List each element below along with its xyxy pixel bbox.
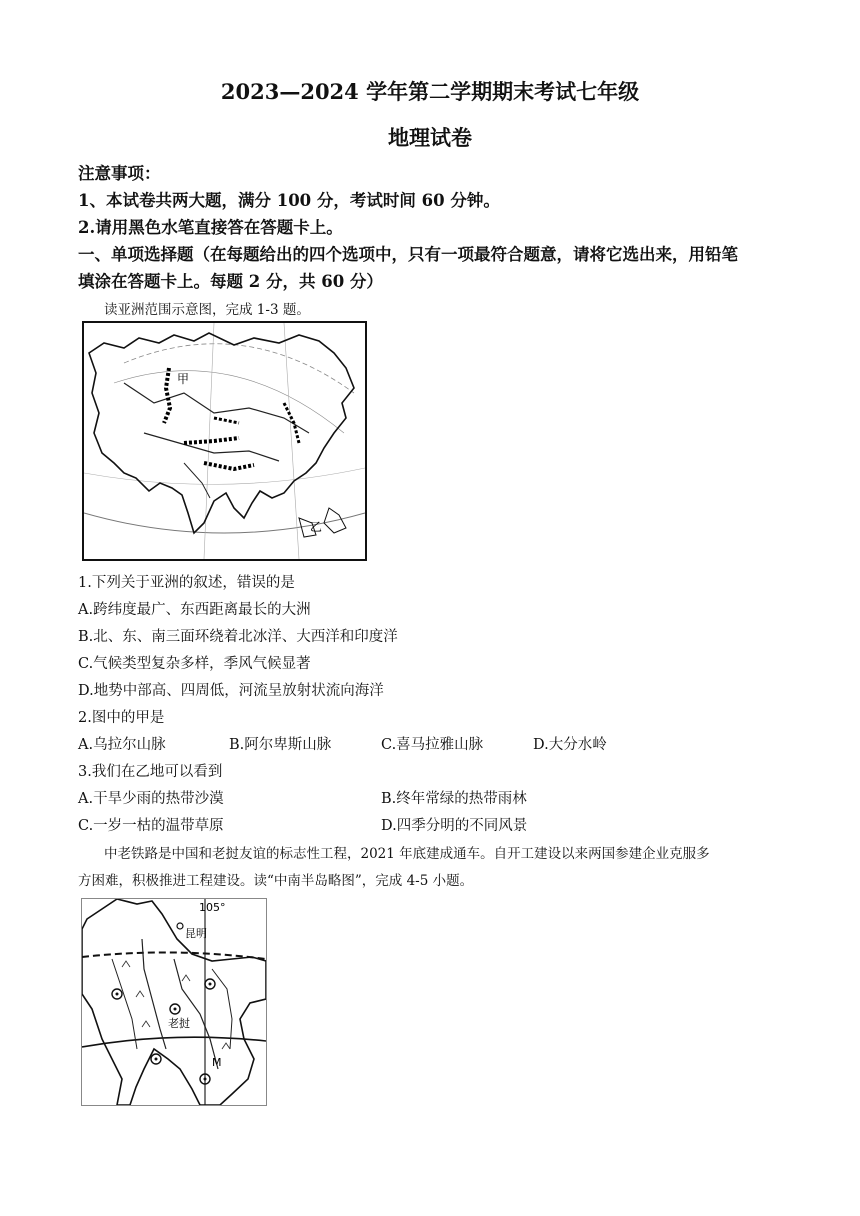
q2-stem: 2.图中的甲是 [78, 710, 165, 726]
section1-instruction-line1: 一、单项选择题（在每题给出的四个选项中，只有一项最符合题意，请将它选出来，用铅笔 [78, 245, 738, 264]
intro2-line2: 方困难，积极推进工程建设。读“中南半岛略图”，完成 4-5 小题。 [78, 873, 474, 889]
indochina-map [81, 898, 267, 1106]
q3-stem: 3.我们在乙地可以看到 [78, 764, 223, 780]
notice-heading: 注意事项： [78, 164, 161, 183]
notice-item-2: 2.请用黑色水笔直接答在答题卡上。 [78, 218, 343, 237]
exam-subject: 地理试卷 [388, 125, 472, 150]
q2-option-d: D.大分水岭 [533, 737, 607, 753]
intro2-line1: 中老铁路是中国和老挝友谊的标志性工程，2021 年底建成通车。自开工建设以来两国参建企业克服多 [104, 846, 710, 862]
indochina-map-drawing [82, 899, 266, 1105]
q1-option-c: C.气候类型复杂多样，季风气候显著 [78, 656, 311, 672]
map2-label-kunming: 昆明 [185, 927, 207, 940]
q2-option-b: B.阿尔卑斯山脉 [229, 737, 332, 753]
notice-item-1: 1、本试卷共两大题，满分 100 分，考试时间 60 分钟。 [78, 191, 500, 210]
q3-option-c: C.一岁一枯的温带草原 [78, 818, 224, 834]
q1-stem: 1.下列关于亚洲的叙述，错误的是 [78, 575, 295, 591]
map1-label-yi: 乙 [310, 520, 323, 534]
q3-option-b: B.终年常绿的热带雨林 [381, 791, 527, 807]
map1-intro: 读亚洲范围示意图，完成 1-3 题。 [104, 302, 310, 318]
map2-label-m: M [212, 1056, 222, 1069]
q2-option-c: C.喜马拉雅山脉 [381, 737, 484, 753]
q1-option-a: A.跨纬度最广、东西距离最长的大洲 [78, 602, 311, 618]
map2-label-laowo: 老挝 [168, 1017, 190, 1030]
q1-option-b: B.北、东、南三面环绕着北冰洋、大西洋和印度洋 [78, 629, 398, 645]
q3-option-d: D.四季分明的不同风景 [381, 818, 528, 834]
section1-instruction-line2: 填涂在答题卡上。每题 2 分，共 60 分） [78, 272, 383, 291]
q2-option-a: A.乌拉尔山脉 [78, 737, 166, 753]
asia-map [82, 321, 367, 561]
exam-title: 2023—2024 学年第二学期期末考试七年级 [220, 79, 640, 104]
q1-option-d: D.地势中部高、四周低，河流呈放射状流向海洋 [78, 683, 384, 699]
asia-map-drawing [84, 323, 365, 559]
map2-label-105: 105° [199, 901, 226, 914]
q3-option-a: A.干旱少雨的热带沙漠 [78, 791, 224, 807]
map1-label-jia: 甲 [177, 372, 190, 386]
